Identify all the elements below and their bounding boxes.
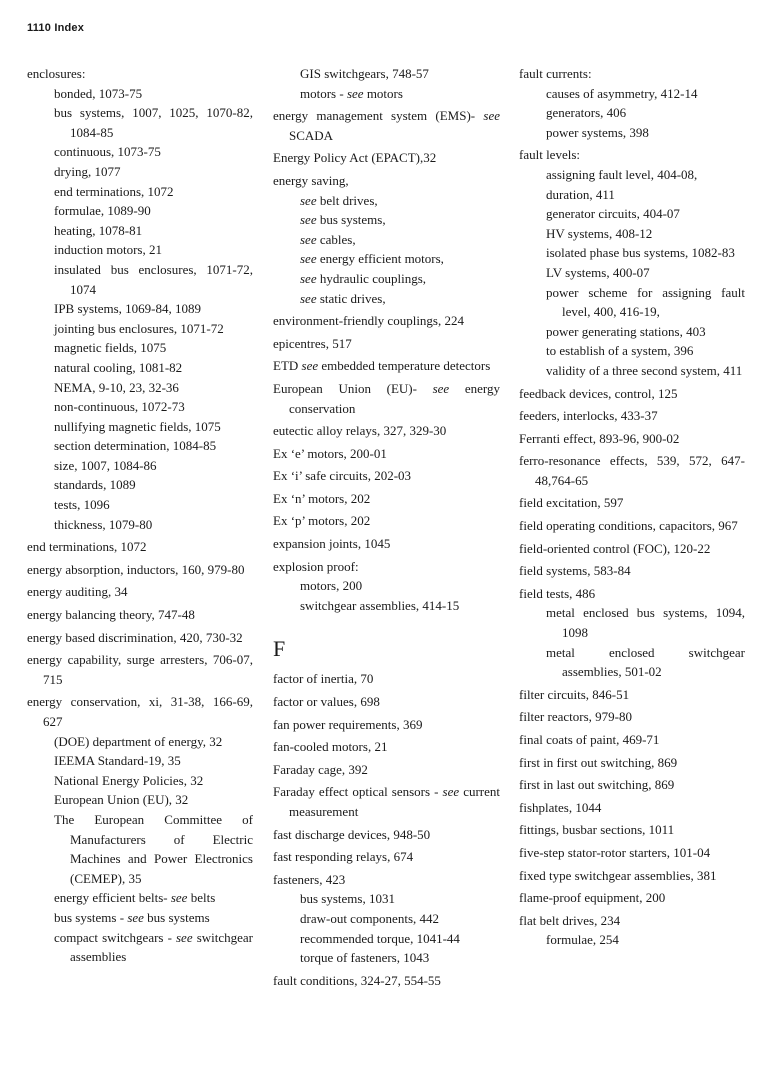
index-subentry: metal enclosed bus systems, 1094, 1098 [546,605,745,641]
index-entry: fault conditions, 324-27, 554-55 [273,972,441,988]
index-entry: filter circuits, 846-51 [519,686,630,702]
index-subentry: NEMA, 9-10, 23, 32-36 [54,379,179,395]
index-entry: feeders, interlocks, 433-37 [519,408,658,424]
index-subentry: thickness, 1079-80 [54,516,153,532]
index-entry: filter reactors, 979-80 [519,709,632,725]
index-column-2 [273,64,500,990]
index-subentry: natural cooling, 1081-82 [54,359,183,375]
index-subentry: metal enclosed switchgear assemblies, 501-02 [546,644,745,680]
index-subentry: compact switchgears - see switchgear assemblies [54,929,254,965]
index-entry: feedback devices, control, 125 [519,385,678,401]
index-subentry: isolated phase bus systems, 1082-83 [546,245,735,261]
index-subentry: non-continuous, 1072-73 [54,399,185,415]
index-subentry: magnetic fields, 1075 [54,340,167,356]
index-subentry: see hydraulic couplings, [300,270,427,286]
index-subentry: section determination, 1084-85 [54,438,217,454]
index-entry: fittings, busbar sections, 1011 [519,822,675,838]
index-subentry: motors - see motors [300,85,403,101]
index-subentry: IEEMA Standard-19, 35 [54,753,181,769]
index-entry: Faraday cage, 392 [273,761,368,777]
index-entry: European Union (EU)- see energy conservation [273,380,500,416]
index-entry: energy saving, [273,172,349,188]
index-subentry: induction motors, 21 [54,242,162,258]
index-subentry: National Energy Policies, 32 [54,772,204,788]
index-subentry: recommended torque, 1041-44 [300,930,460,946]
index-entry: fault levels: [519,147,581,163]
index-entry: explosion proof: [273,558,359,574]
index-subentry: formulae, 1089-90 [54,203,151,219]
index-subentry: draw-out components, 442 [300,910,440,926]
index-subentry: power systems, 398 [546,124,649,140]
index-entry: environment-friendly couplings, 224 [273,313,464,329]
index-subentry: bus systems, 1031 [300,891,395,907]
index-entry: epicentres, 517 [273,335,352,351]
index-entry: energy based discrimination, 420, 730-32 [27,629,243,645]
index-entry: energy auditing, 34 [27,584,128,600]
index-subentry: jointing bus enclosures, 1071-72 [54,320,224,336]
index-subentry: power generating stations, 403 [546,323,706,339]
index-subentry: European Union (EU), 32 [54,792,189,808]
index-entry: field excitation, 597 [519,495,624,511]
index-entry: fan-cooled motors, 21 [273,739,388,755]
index-subentry: size, 1007, 1084-86 [54,457,157,473]
index-entry: first in last out switching, 869 [519,777,675,793]
index-subentry: drying, 1077 [54,163,121,179]
index-entry: Ex ‘e’ motors, 200-01 [273,445,387,461]
index-subentry: standards, 1089 [54,477,136,493]
index-subentry: continuous, 1073-75 [54,144,161,160]
index-entry: final coats of paint, 469-71 [519,732,660,747]
index-subentry: tests, 1096 [54,497,110,513]
index-entry: flat belt drives, 234 [519,912,621,928]
index-subentry: insulated bus enclosures, 1071-72, 1074 [54,261,253,297]
index-subentry: causes of asymmetry, 412-14 [546,85,698,101]
index-entry: fan power requirements, 369 [273,716,423,732]
index-entry: five-step stator-rotor starters, 101-04 [519,844,711,860]
index-entry: flame-proof equipment, 200 [519,890,666,906]
index-entry: enclosures: [27,66,86,81]
index-entry: energy capability, surge arresters, 706-07, 715 [27,652,253,687]
index-subentry: switchgear assemblies, 414-15 [300,597,460,613]
index-subentry: power scheme for assigning fault level, 400, 416-19, [546,284,745,320]
index-subentry: bus systems, 1007, 1025, 1070-82, 1084-85 [54,105,253,140]
index-entry: Ferranti effect, 893-96, 900-02 [519,430,680,446]
index-subentry: validity of a three second system, 411 [546,362,743,378]
index-subentry: see static drives, [300,290,386,306]
index-entry: factor or values, 698 [273,694,380,710]
index-entry: fixed type switchgear assemblies, 381 [519,867,717,883]
index-entry: fault currents: [519,66,592,81]
index-entry: fasteners, 423 [273,871,346,887]
index-subentry: torque of fasteners, 1043 [300,950,430,966]
index-entry: energy balancing theory, 747-48 [27,607,195,623]
index-subentry: see cables, [300,231,356,247]
index-subentry: nullifying magnetic fields, 1075 [54,418,221,434]
index-entry: field-oriented control (FOC), 120-22 [519,540,711,556]
index-entry: Faraday effect optical sensors - see current measurement [273,784,500,819]
index-subentry: GIS switchgears, 748-57 [300,66,429,81]
index-subentry: generator circuits, 404-07 [546,206,680,222]
index-entry: ferro-resonance effects, 539, 572, 647-48,764-65 [519,453,745,488]
index-subentry: assigning fault level, 404-08, [546,166,698,182]
index-entry: fast discharge devices, 948-50 [273,826,431,842]
index-entry: eutectic alloy relays, 327, 329-30 [273,423,447,439]
running-head: 1110 Index [27,22,85,34]
index-subentry: (DOE) department of energy, 32 [54,733,223,749]
index-entry: fishplates, 1044 [519,799,602,815]
index-subentry: see energy efficient motors, [300,251,444,267]
index-subentry: LV systems, 400-07 [546,264,650,280]
index-entry: energy absorption, inductors, 160, 979-80 [27,561,245,577]
index-subentry: duration, 411 [546,186,615,202]
index-entry: field tests, 486 [519,585,596,601]
index-column-1 [27,64,253,967]
index-subentry: see bus systems, [300,212,386,228]
index-subentry: to establish of a system, 396 [546,343,694,359]
index-subentry: see belt drives, [300,192,378,208]
index-entry: Ex ‘n’ motors, 202 [273,490,371,506]
index-subentry: end terminations, 1072 [54,183,174,199]
index-entry: fast responding relays, 674 [273,849,414,865]
index-entry: field operating conditions, capacitors, 967 [519,518,738,534]
index-entry: expansion joints, 1045 [273,536,391,552]
index-subentry: heating, 1078-81 [54,222,143,238]
index-subentry: IPB systems, 1069-84, 1089 [54,301,201,317]
index-entry: factor of inertia, 70 [273,671,374,687]
index-subentry: The European Committee of Manufacturers of Electric Machines and Power Electronics (CEMEP), 35 [54,811,253,886]
index-entry: first in first out switching, 869 [519,754,678,770]
index-entry: Ex ‘i’ safe circuits, 202-03 [273,468,412,484]
index-subentry: generators, 406 [546,105,627,121]
index-subentry: formulae, 254 [546,932,619,948]
section-letter: F [273,636,286,662]
index-entry: energy management system (EMS)- see SCADA [273,108,500,143]
index-subentry: energy efficient belts- see belts [54,890,216,906]
index-subentry: HV systems, 408-12 [546,225,653,241]
index-entry: Ex ‘p’ motors, 202 [273,513,371,529]
index-subentry: bonded, 1073-75 [54,85,143,101]
index-entry: field systems, 583-84 [519,563,631,579]
index-entry: ETD see embedded temperature detectors [273,358,491,374]
index-entry: energy conservation, xi, 31-38, 166-69, 627 [27,694,253,729]
index-entry: Energy Policy Act (EPACT),32 [273,150,437,166]
index-subentry: bus systems - see bus systems [54,909,210,925]
index-entry: end terminations, 1072 [27,539,147,555]
index-subentry: motors, 200 [300,578,363,594]
index-column-3 [519,64,745,950]
